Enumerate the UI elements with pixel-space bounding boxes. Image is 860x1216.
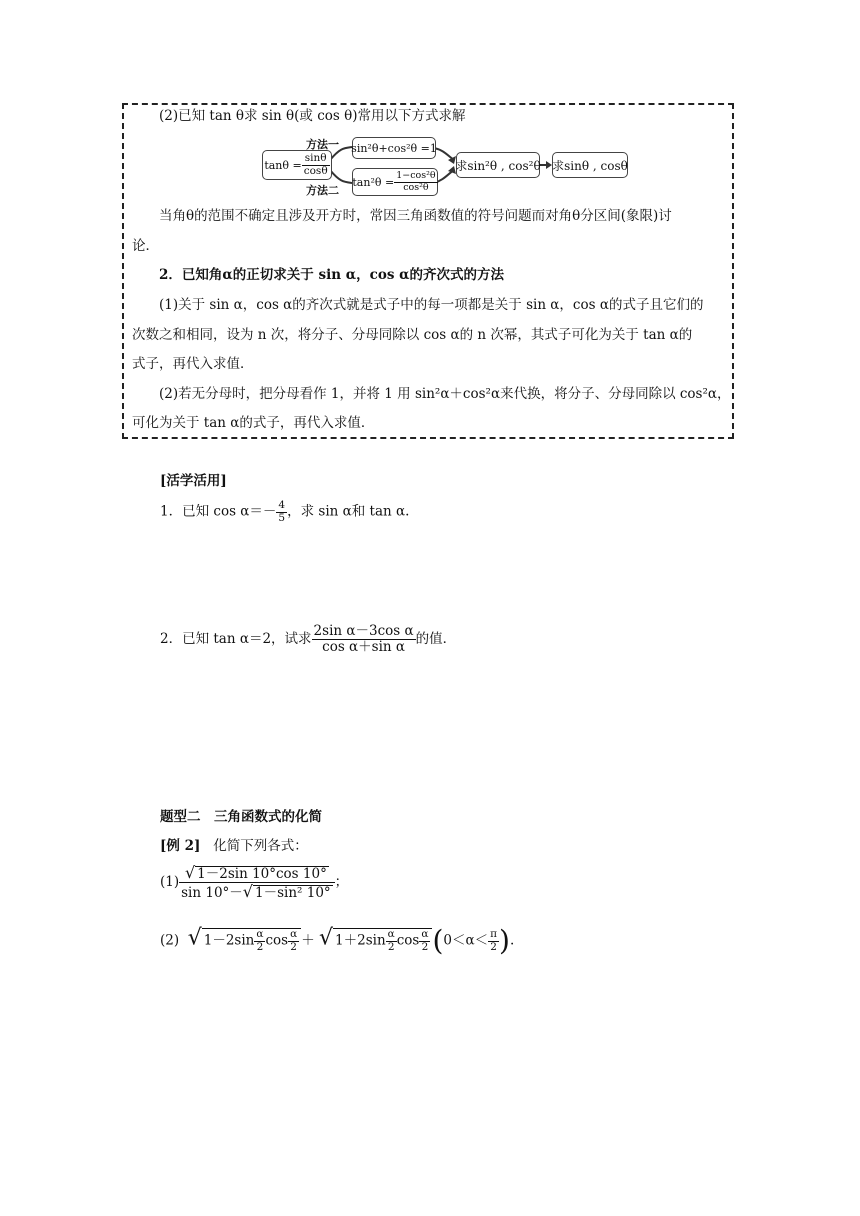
practice-q2 xyxy=(160,624,456,655)
example2-text: 化简下列各式： xyxy=(213,838,308,854)
e1-den-radicand: 1－sin² 10° xyxy=(255,884,331,901)
e2-frac3-num: α xyxy=(387,928,395,940)
e1-prefix: (1) xyxy=(160,873,180,890)
e2-frac1-num: α xyxy=(256,928,264,940)
e1-suffix: ； xyxy=(334,873,349,890)
e1-den: sin 10°－√ 1－sin² 10° xyxy=(181,881,331,901)
flow-tan-num: sinθ xyxy=(302,153,330,166)
q2-fraction xyxy=(312,624,416,655)
flow-step2-box xyxy=(352,168,438,196)
flow-method2-label: 方法二 xyxy=(306,184,339,197)
box-para1-b: 论． xyxy=(132,238,159,254)
box-para1-a: 当角θ的范围不确定且涉及开方时，常因三角函数值的符号问题而对角θ分区间(象限)讨 xyxy=(159,208,672,224)
q1-den: 5 xyxy=(278,511,286,524)
e2-frac-4 xyxy=(419,929,430,953)
box-p2-c: 式子，再代入求值． xyxy=(132,356,254,372)
e2-pi-num: π xyxy=(490,928,498,940)
e2-pi-den: 2 xyxy=(490,940,497,953)
example2-line xyxy=(160,836,308,856)
practice-title: [活学活用] xyxy=(160,473,227,489)
e2-frac1-den: 2 xyxy=(256,940,264,953)
flow-step2-den: cos²θ xyxy=(403,181,429,193)
e2-prefix: (2) xyxy=(160,932,180,949)
e2-frac-2 xyxy=(288,929,299,953)
e2-b: cos xyxy=(265,932,289,949)
q1-num: 4 xyxy=(278,499,286,511)
flow-step1-box: sin²θ+cos²θ =1 xyxy=(352,137,436,159)
q2-num: 2sin α－3cos α xyxy=(313,623,414,639)
e2-c: 1＋2sin xyxy=(335,932,386,949)
example2-part1 xyxy=(160,864,348,901)
example2-part2: (2) √ 1－2sin $\frac{\alpha}{2}$ cos $\frac{\alpha}{2}$ ＋ √ 1＋2sin $\frac{\alpha}{2}$ cos $\frac{\alpha}{2}$ (0＜α＜ $\frac{\pi}{2}$ ). xyxy=(160,924,515,958)
e2-frac4-den: 2 xyxy=(421,940,429,953)
e2-radical-2 xyxy=(333,928,432,953)
flow-tan-lhs: tanθ = xyxy=(264,158,302,172)
section2-title: 题型二 三角函数式的化简 xyxy=(160,809,322,825)
e2-frac2-num: α xyxy=(290,928,298,940)
e2-a: 1－2sin xyxy=(203,932,255,949)
flow-method1-label: 方法一 xyxy=(306,138,339,151)
flow-step2-frac xyxy=(394,171,437,193)
q2-prefix: 2．已知 tan α＝2，试求 xyxy=(160,630,312,647)
q2-den: cos α＋sin α xyxy=(322,638,406,655)
q1-suffix: ，求 sin α和 tan α. xyxy=(287,503,410,520)
box-intro: (2)已知 tan θ求 sin θ(或 cos θ)常用以下方式求解 xyxy=(159,108,466,124)
e2-frac4-num: α xyxy=(421,928,429,940)
flow-tan-box xyxy=(262,150,332,180)
q2-suffix: 的值． xyxy=(415,630,457,647)
e1-num: √ 1－2sin 10°cos 10° xyxy=(179,864,335,883)
flow-step3-box: 求sin²θ , cos²θ xyxy=(456,152,540,178)
box-p2-a: (1)关于 sin α，cos α的齐次式就是式子中的每一项都是关于 sin α，cos α的式子且它们的 xyxy=(159,297,704,313)
e1-den-a: sin 10°－ xyxy=(181,884,243,901)
box-p3-b: 可化为关于 tan α的式子，再代入求值． xyxy=(132,415,375,431)
box-p3-a: (2)若无分母时，把分母看作 1，并将 1 用 sin²α＋cos²α来代换，将分子、分母同除以 cos²α， xyxy=(159,386,731,402)
e2-frac-3 xyxy=(386,929,397,953)
q1-fraction xyxy=(276,500,287,524)
flow-step2-lhs: tan²θ = xyxy=(352,175,395,189)
e1-fraction xyxy=(179,864,335,901)
method-flow-diagram xyxy=(262,134,632,196)
q1-prefix: 1．已知 cos α＝－ xyxy=(160,503,277,520)
flow-step2-num: 1−cos²θ xyxy=(396,170,436,182)
e2-end: . xyxy=(509,932,515,949)
e2-pi-frac xyxy=(488,929,499,953)
e2-d: cos xyxy=(396,932,420,949)
e1-num-radicand: 1－2sin 10°cos 10° xyxy=(197,866,327,882)
e2-frac3-den: 2 xyxy=(387,940,395,953)
e2-frac2-den: 2 xyxy=(290,940,297,953)
flow-step4-box: 求sinθ , cosθ xyxy=(552,152,628,178)
practice-q1 xyxy=(160,500,409,524)
flow-tan-den: cosθ xyxy=(303,164,328,177)
e2-plus: ＋ xyxy=(301,932,315,949)
example2-label: [例 2] xyxy=(160,838,201,854)
box-heading2: 2．已知角α的正切求关于 sin α，cos α的齐次式的方法 xyxy=(159,267,505,283)
box-p2-b: 次数之和相同，设为 n 次，将分子、分母同除以 cos α的 n 次幂，其式子可化为关于 tan α的 xyxy=(132,327,693,343)
flow-tan-frac xyxy=(302,153,330,177)
e2-condition: 0＜α＜ xyxy=(443,932,489,949)
e2-frac-1 xyxy=(254,929,265,953)
e2-radical-1 xyxy=(202,928,301,953)
